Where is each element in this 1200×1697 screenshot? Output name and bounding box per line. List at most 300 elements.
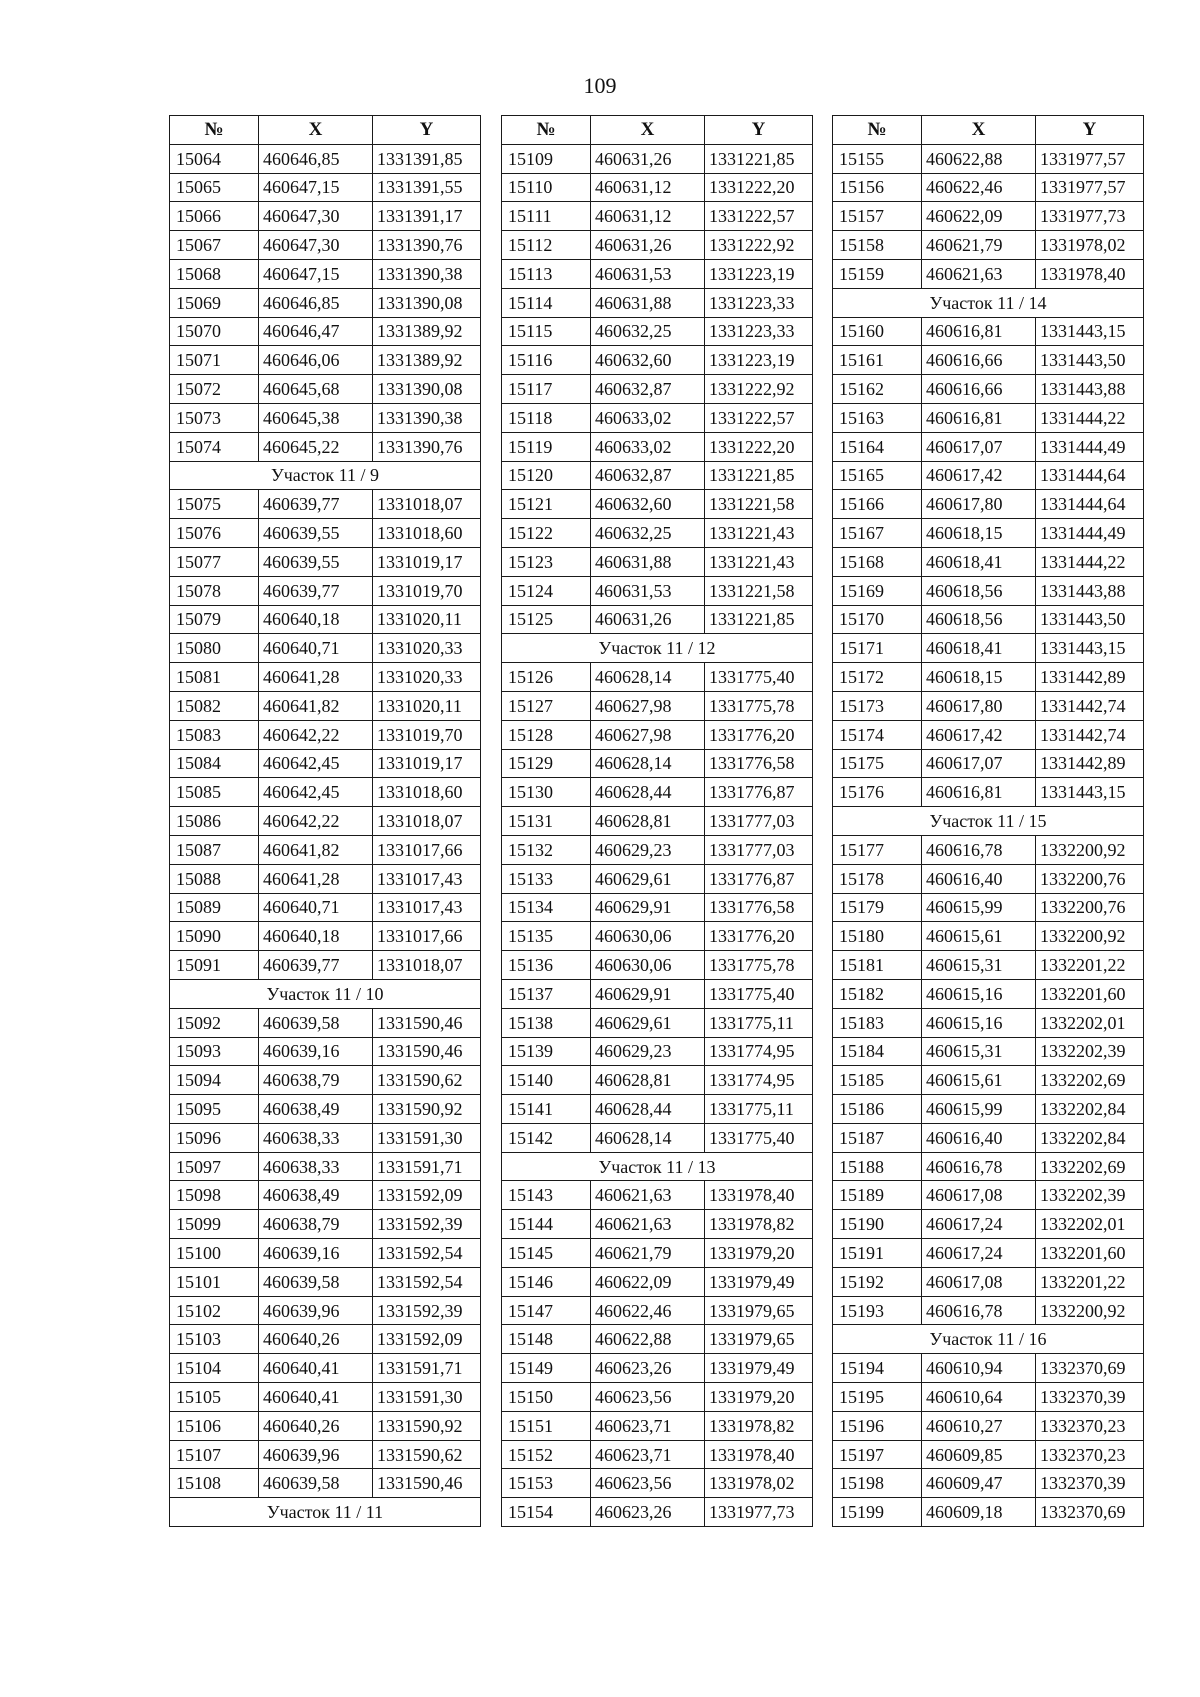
y-coordinate: 1331775,78: [705, 951, 813, 980]
point-number: 15077: [170, 547, 259, 576]
table-row: [833, 749, 1144, 778]
x-coordinate: 460628,14: [591, 663, 705, 692]
y-coordinate: 1331978,82: [705, 1210, 813, 1239]
point-number: 15067: [170, 231, 259, 260]
table-row: [170, 202, 481, 231]
y-coordinate: 1332200,92: [1036, 1296, 1144, 1325]
x-coordinate: 460622,46: [591, 1296, 705, 1325]
table-row: [502, 1498, 813, 1527]
table-row: [502, 1325, 813, 1354]
point-number: 15179: [833, 893, 922, 922]
point-number: 15196: [833, 1411, 922, 1440]
point-number: 15066: [170, 202, 259, 231]
y-coordinate: 1332202,69: [1036, 1066, 1144, 1095]
y-coordinate: 1331442,89: [1036, 749, 1144, 778]
header-y: Y: [373, 116, 481, 145]
point-number: 15095: [170, 1095, 259, 1124]
x-coordinate: 460641,28: [259, 864, 373, 893]
x-coordinate: 460629,91: [591, 893, 705, 922]
point-number: 15156: [833, 173, 922, 202]
y-coordinate: 1331017,66: [373, 835, 481, 864]
point-number: 15115: [502, 317, 591, 346]
point-number: 15180: [833, 922, 922, 951]
point-number: 15102: [170, 1296, 259, 1325]
point-number: 15065: [170, 173, 259, 202]
table-row: [833, 317, 1144, 346]
y-coordinate: 1331222,20: [705, 432, 813, 461]
table-row: [833, 432, 1144, 461]
section-header-row: [170, 979, 481, 1008]
y-coordinate: 1332201,60: [1036, 979, 1144, 1008]
point-number: 15197: [833, 1440, 922, 1469]
y-coordinate: 1331444,49: [1036, 519, 1144, 548]
x-coordinate: 460632,87: [591, 461, 705, 490]
point-number: 15186: [833, 1095, 922, 1124]
y-coordinate: 1331592,54: [373, 1267, 481, 1296]
point-number: 15128: [502, 720, 591, 749]
table-row: [833, 1123, 1144, 1152]
table-row: [170, 893, 481, 922]
x-coordinate: 460628,14: [591, 1123, 705, 1152]
table-row: [502, 720, 813, 749]
table-row: [502, 346, 813, 375]
y-coordinate: 1331977,73: [1036, 202, 1144, 231]
point-number: 15088: [170, 864, 259, 893]
x-coordinate: 460623,26: [591, 1354, 705, 1383]
y-coordinate: 1331443,88: [1036, 576, 1144, 605]
point-number: 15138: [502, 1008, 591, 1037]
table-row: [502, 231, 813, 260]
x-coordinate: 460617,80: [922, 691, 1036, 720]
point-number: 15069: [170, 288, 259, 317]
header-x: X: [922, 116, 1036, 145]
point-number: 15146: [502, 1267, 591, 1296]
section-header-row: [833, 1325, 1144, 1354]
x-coordinate: 460617,07: [922, 432, 1036, 461]
header-y: Y: [705, 116, 813, 145]
y-coordinate: 1331221,43: [705, 519, 813, 548]
y-coordinate: 1331222,92: [705, 375, 813, 404]
x-coordinate: 460646,47: [259, 317, 373, 346]
point-number: 15163: [833, 403, 922, 432]
point-number: 15149: [502, 1354, 591, 1383]
x-coordinate: 460642,45: [259, 778, 373, 807]
table-row: [170, 1296, 481, 1325]
point-number: 15175: [833, 749, 922, 778]
point-number: 15134: [502, 893, 591, 922]
point-number: 15152: [502, 1440, 591, 1469]
y-coordinate: 1331389,92: [373, 346, 481, 375]
table-row: [170, 259, 481, 288]
table-row: [833, 1440, 1144, 1469]
y-coordinate: 1331979,20: [705, 1383, 813, 1412]
table-row: [170, 173, 481, 202]
table-row: [833, 778, 1144, 807]
table-row: [170, 720, 481, 749]
table-row: [170, 1008, 481, 1037]
x-coordinate: 460617,08: [922, 1267, 1036, 1296]
x-coordinate: 460638,79: [259, 1210, 373, 1239]
x-coordinate: 460622,09: [922, 202, 1036, 231]
y-coordinate: 1332201,22: [1036, 951, 1144, 980]
x-coordinate: 460631,26: [591, 605, 705, 634]
y-coordinate: 1332201,60: [1036, 1239, 1144, 1268]
point-number: 15091: [170, 951, 259, 980]
x-coordinate: 460638,33: [259, 1152, 373, 1181]
y-coordinate: 1331221,58: [705, 576, 813, 605]
x-coordinate: 460616,40: [922, 864, 1036, 893]
x-coordinate: 460641,82: [259, 835, 373, 864]
x-coordinate: 460630,06: [591, 951, 705, 980]
y-coordinate: 1331977,73: [705, 1498, 813, 1527]
table-row: [502, 490, 813, 519]
table-row: [502, 1123, 813, 1152]
y-coordinate: 1331979,49: [705, 1267, 813, 1296]
x-coordinate: 460623,71: [591, 1411, 705, 1440]
y-coordinate: 1331019,17: [373, 547, 481, 576]
table-row: [502, 288, 813, 317]
table-row: [833, 202, 1144, 231]
x-coordinate: 460638,49: [259, 1095, 373, 1124]
x-coordinate: 460632,60: [591, 346, 705, 375]
point-number: 15133: [502, 864, 591, 893]
y-coordinate: 1331979,65: [705, 1296, 813, 1325]
x-coordinate: 460646,85: [259, 288, 373, 317]
x-coordinate: 460645,68: [259, 375, 373, 404]
point-number: 15136: [502, 951, 591, 980]
table-row: [833, 1354, 1144, 1383]
point-number: 15153: [502, 1469, 591, 1498]
y-coordinate: 1331443,15: [1036, 778, 1144, 807]
point-number: 15167: [833, 519, 922, 548]
y-coordinate: 1331590,46: [373, 1008, 481, 1037]
section-title: Участок 11 / 12: [502, 634, 813, 663]
table-header-row: [170, 116, 481, 145]
y-coordinate: 1332370,23: [1036, 1411, 1144, 1440]
x-coordinate: 460639,58: [259, 1469, 373, 1498]
table-row: [833, 1152, 1144, 1181]
table-row: [833, 519, 1144, 548]
point-number: 15075: [170, 490, 259, 519]
y-coordinate: 1331018,60: [373, 519, 481, 548]
point-number: 15144: [502, 1210, 591, 1239]
header-number: №: [502, 116, 591, 145]
point-number: 15126: [502, 663, 591, 692]
point-number: 15191: [833, 1239, 922, 1268]
table-row: [833, 490, 1144, 519]
y-coordinate: 1331020,33: [373, 663, 481, 692]
table-row: [502, 1181, 813, 1210]
point-number: 15137: [502, 979, 591, 1008]
x-coordinate: 460615,16: [922, 979, 1036, 1008]
x-coordinate: 460639,55: [259, 519, 373, 548]
point-number: 15127: [502, 691, 591, 720]
x-coordinate: 460641,82: [259, 691, 373, 720]
x-coordinate: 460631,26: [591, 144, 705, 173]
section-header-row: [833, 807, 1144, 836]
x-coordinate: 460621,63: [591, 1210, 705, 1239]
table-row: [833, 835, 1144, 864]
point-number: 15072: [170, 375, 259, 404]
x-coordinate: 460609,18: [922, 1498, 1036, 1527]
table-row: [502, 547, 813, 576]
table-row: [170, 605, 481, 634]
point-number: 15064: [170, 144, 259, 173]
y-coordinate: 1331590,46: [373, 1469, 481, 1498]
x-coordinate: 460618,56: [922, 576, 1036, 605]
point-number: 15194: [833, 1354, 922, 1383]
table-row: [502, 951, 813, 980]
table-row: [170, 922, 481, 951]
x-coordinate: 460640,41: [259, 1383, 373, 1412]
point-number: 15117: [502, 375, 591, 404]
y-coordinate: 1331390,08: [373, 288, 481, 317]
point-number: 15130: [502, 778, 591, 807]
y-coordinate: 1331977,57: [1036, 144, 1144, 173]
table-row: [502, 1383, 813, 1412]
section-header-row: [833, 288, 1144, 317]
y-coordinate: 1331592,09: [373, 1181, 481, 1210]
page-number: 109: [583, 73, 617, 98]
table-row: [502, 144, 813, 173]
x-coordinate: 460623,26: [591, 1498, 705, 1527]
point-number: 15076: [170, 519, 259, 548]
table-row: [170, 634, 481, 663]
table-row: [502, 1411, 813, 1440]
y-coordinate: 1331221,43: [705, 547, 813, 576]
point-number: 15183: [833, 1008, 922, 1037]
table-row: [833, 1267, 1144, 1296]
x-coordinate: 460616,81: [922, 317, 1036, 346]
table-row: [502, 922, 813, 951]
table-header-row: [502, 116, 813, 145]
table-row: [170, 375, 481, 404]
table-row: [502, 259, 813, 288]
x-coordinate: 460629,91: [591, 979, 705, 1008]
table-row: [502, 778, 813, 807]
x-coordinate: 460639,58: [259, 1267, 373, 1296]
x-coordinate: 460640,18: [259, 922, 373, 951]
x-coordinate: 460629,23: [591, 835, 705, 864]
y-coordinate: 1332201,22: [1036, 1267, 1144, 1296]
y-coordinate: 1331592,54: [373, 1239, 481, 1268]
y-coordinate: 1331018,07: [373, 951, 481, 980]
x-coordinate: 460629,61: [591, 1008, 705, 1037]
x-coordinate: 460642,22: [259, 807, 373, 836]
point-number: 15173: [833, 691, 922, 720]
x-coordinate: 460631,12: [591, 173, 705, 202]
table-row: [170, 490, 481, 519]
point-number: 15168: [833, 547, 922, 576]
y-coordinate: 1331591,30: [373, 1383, 481, 1412]
x-coordinate: 460647,15: [259, 173, 373, 202]
y-coordinate: 1331390,38: [373, 259, 481, 288]
x-coordinate: 460629,23: [591, 1037, 705, 1066]
y-coordinate: 1331777,03: [705, 835, 813, 864]
point-number: 15198: [833, 1469, 922, 1498]
table-row: [833, 864, 1144, 893]
x-coordinate: 460618,56: [922, 605, 1036, 634]
table-row: [833, 634, 1144, 663]
point-number: 15181: [833, 951, 922, 980]
point-number: 15081: [170, 663, 259, 692]
x-coordinate: 460616,66: [922, 346, 1036, 375]
y-coordinate: 1331019,17: [373, 749, 481, 778]
table-row: [170, 317, 481, 346]
y-coordinate: 1332202,84: [1036, 1095, 1144, 1124]
point-number: 15106: [170, 1411, 259, 1440]
point-number: 15087: [170, 835, 259, 864]
x-coordinate: 460632,25: [591, 519, 705, 548]
table-row: [833, 461, 1144, 490]
point-number: 15185: [833, 1066, 922, 1095]
y-coordinate: 1331777,03: [705, 807, 813, 836]
x-coordinate: 460617,80: [922, 490, 1036, 519]
table-row: [502, 1469, 813, 1498]
y-coordinate: 1331444,64: [1036, 490, 1144, 519]
table-row: [502, 173, 813, 202]
table-row: [170, 1267, 481, 1296]
y-coordinate: 1332202,01: [1036, 1210, 1144, 1239]
point-number: 15071: [170, 346, 259, 375]
x-coordinate: 460617,08: [922, 1181, 1036, 1210]
point-number: 15096: [170, 1123, 259, 1152]
x-coordinate: 460610,94: [922, 1354, 1036, 1383]
y-coordinate: 1331776,58: [705, 749, 813, 778]
x-coordinate: 460627,98: [591, 720, 705, 749]
section-header-row: [502, 1152, 813, 1181]
point-number: 15119: [502, 432, 591, 461]
y-coordinate: 1331443,15: [1036, 634, 1144, 663]
x-coordinate: 460623,56: [591, 1469, 705, 1498]
x-coordinate: 460621,63: [591, 1181, 705, 1210]
table-row: [170, 951, 481, 980]
y-coordinate: 1331223,19: [705, 259, 813, 288]
y-coordinate: 1331978,40: [705, 1181, 813, 1210]
y-coordinate: 1332370,39: [1036, 1469, 1144, 1498]
x-coordinate: 460632,87: [591, 375, 705, 404]
y-coordinate: 1331391,17: [373, 202, 481, 231]
section-header-row: [502, 634, 813, 663]
table-row: [833, 1037, 1144, 1066]
y-coordinate: 1332202,69: [1036, 1152, 1144, 1181]
table-row: [502, 1066, 813, 1095]
point-number: 15178: [833, 864, 922, 893]
y-coordinate: 1331775,78: [705, 691, 813, 720]
table-row: [502, 835, 813, 864]
x-coordinate: 460631,53: [591, 259, 705, 288]
x-coordinate: 460633,02: [591, 432, 705, 461]
y-coordinate: 1331978,02: [1036, 231, 1144, 260]
table-row: [170, 807, 481, 836]
y-coordinate: 1331221,85: [705, 605, 813, 634]
point-number: 15084: [170, 749, 259, 778]
table-row: [170, 691, 481, 720]
point-number: 15124: [502, 576, 591, 605]
y-coordinate: 1331979,65: [705, 1325, 813, 1354]
point-number: 15172: [833, 663, 922, 692]
y-coordinate: 1331590,46: [373, 1037, 481, 1066]
section-title: Участок 11 / 10: [170, 979, 481, 1008]
point-number: 15097: [170, 1152, 259, 1181]
point-number: 15068: [170, 259, 259, 288]
table-row: [502, 432, 813, 461]
point-number: 15174: [833, 720, 922, 749]
table-row: [170, 1066, 481, 1095]
table-row: [833, 1469, 1144, 1498]
point-number: 15131: [502, 807, 591, 836]
x-coordinate: 460639,16: [259, 1037, 373, 1066]
y-coordinate: 1331221,85: [705, 461, 813, 490]
point-number: 15073: [170, 403, 259, 432]
y-coordinate: 1331390,76: [373, 432, 481, 461]
table-row: [833, 1498, 1144, 1527]
point-number: 15110: [502, 173, 591, 202]
x-coordinate: 460646,85: [259, 144, 373, 173]
table-row: [833, 1411, 1144, 1440]
x-coordinate: 460616,78: [922, 835, 1036, 864]
point-number: 15129: [502, 749, 591, 778]
y-coordinate: 1332200,92: [1036, 835, 1144, 864]
table-row: [170, 1181, 481, 1210]
table-row: [170, 1469, 481, 1498]
y-coordinate: 1331018,60: [373, 778, 481, 807]
x-coordinate: 460616,78: [922, 1296, 1036, 1325]
x-coordinate: 460628,81: [591, 807, 705, 836]
x-coordinate: 460609,47: [922, 1469, 1036, 1498]
table-row: [502, 1008, 813, 1037]
section-header-row: [170, 461, 481, 490]
point-number: 15090: [170, 922, 259, 951]
x-coordinate: 460615,61: [922, 1066, 1036, 1095]
point-number: 15105: [170, 1383, 259, 1412]
y-coordinate: 1331774,95: [705, 1066, 813, 1095]
x-coordinate: 460628,44: [591, 1095, 705, 1124]
x-coordinate: 460627,98: [591, 691, 705, 720]
y-coordinate: 1331592,39: [373, 1210, 481, 1239]
point-number: 15089: [170, 893, 259, 922]
y-coordinate: 1331221,85: [705, 144, 813, 173]
point-number: 15098: [170, 1181, 259, 1210]
x-coordinate: 460632,25: [591, 317, 705, 346]
y-coordinate: 1331979,49: [705, 1354, 813, 1383]
table-row: [833, 1210, 1144, 1239]
table-row: [502, 1440, 813, 1469]
point-number: 15114: [502, 288, 591, 317]
y-coordinate: 1331776,87: [705, 864, 813, 893]
table-row: [170, 1440, 481, 1469]
point-number: 15078: [170, 576, 259, 605]
header-x: X: [259, 116, 373, 145]
point-number: 15094: [170, 1066, 259, 1095]
x-coordinate: 460617,07: [922, 749, 1036, 778]
table-row: [833, 605, 1144, 634]
y-coordinate: 1331775,11: [705, 1008, 813, 1037]
x-coordinate: 460615,31: [922, 951, 1036, 980]
y-coordinate: 1331592,39: [373, 1296, 481, 1325]
x-coordinate: 460617,42: [922, 720, 1036, 749]
table-row: [170, 1325, 481, 1354]
point-number: 15182: [833, 979, 922, 1008]
x-coordinate: 460642,22: [259, 720, 373, 749]
point-number: 15151: [502, 1411, 591, 1440]
x-coordinate: 460616,81: [922, 778, 1036, 807]
point-number: 15111: [502, 202, 591, 231]
table-header-row: [833, 116, 1144, 145]
y-coordinate: 1331390,76: [373, 231, 481, 260]
y-coordinate: 1331774,95: [705, 1037, 813, 1066]
x-coordinate: 460642,45: [259, 749, 373, 778]
